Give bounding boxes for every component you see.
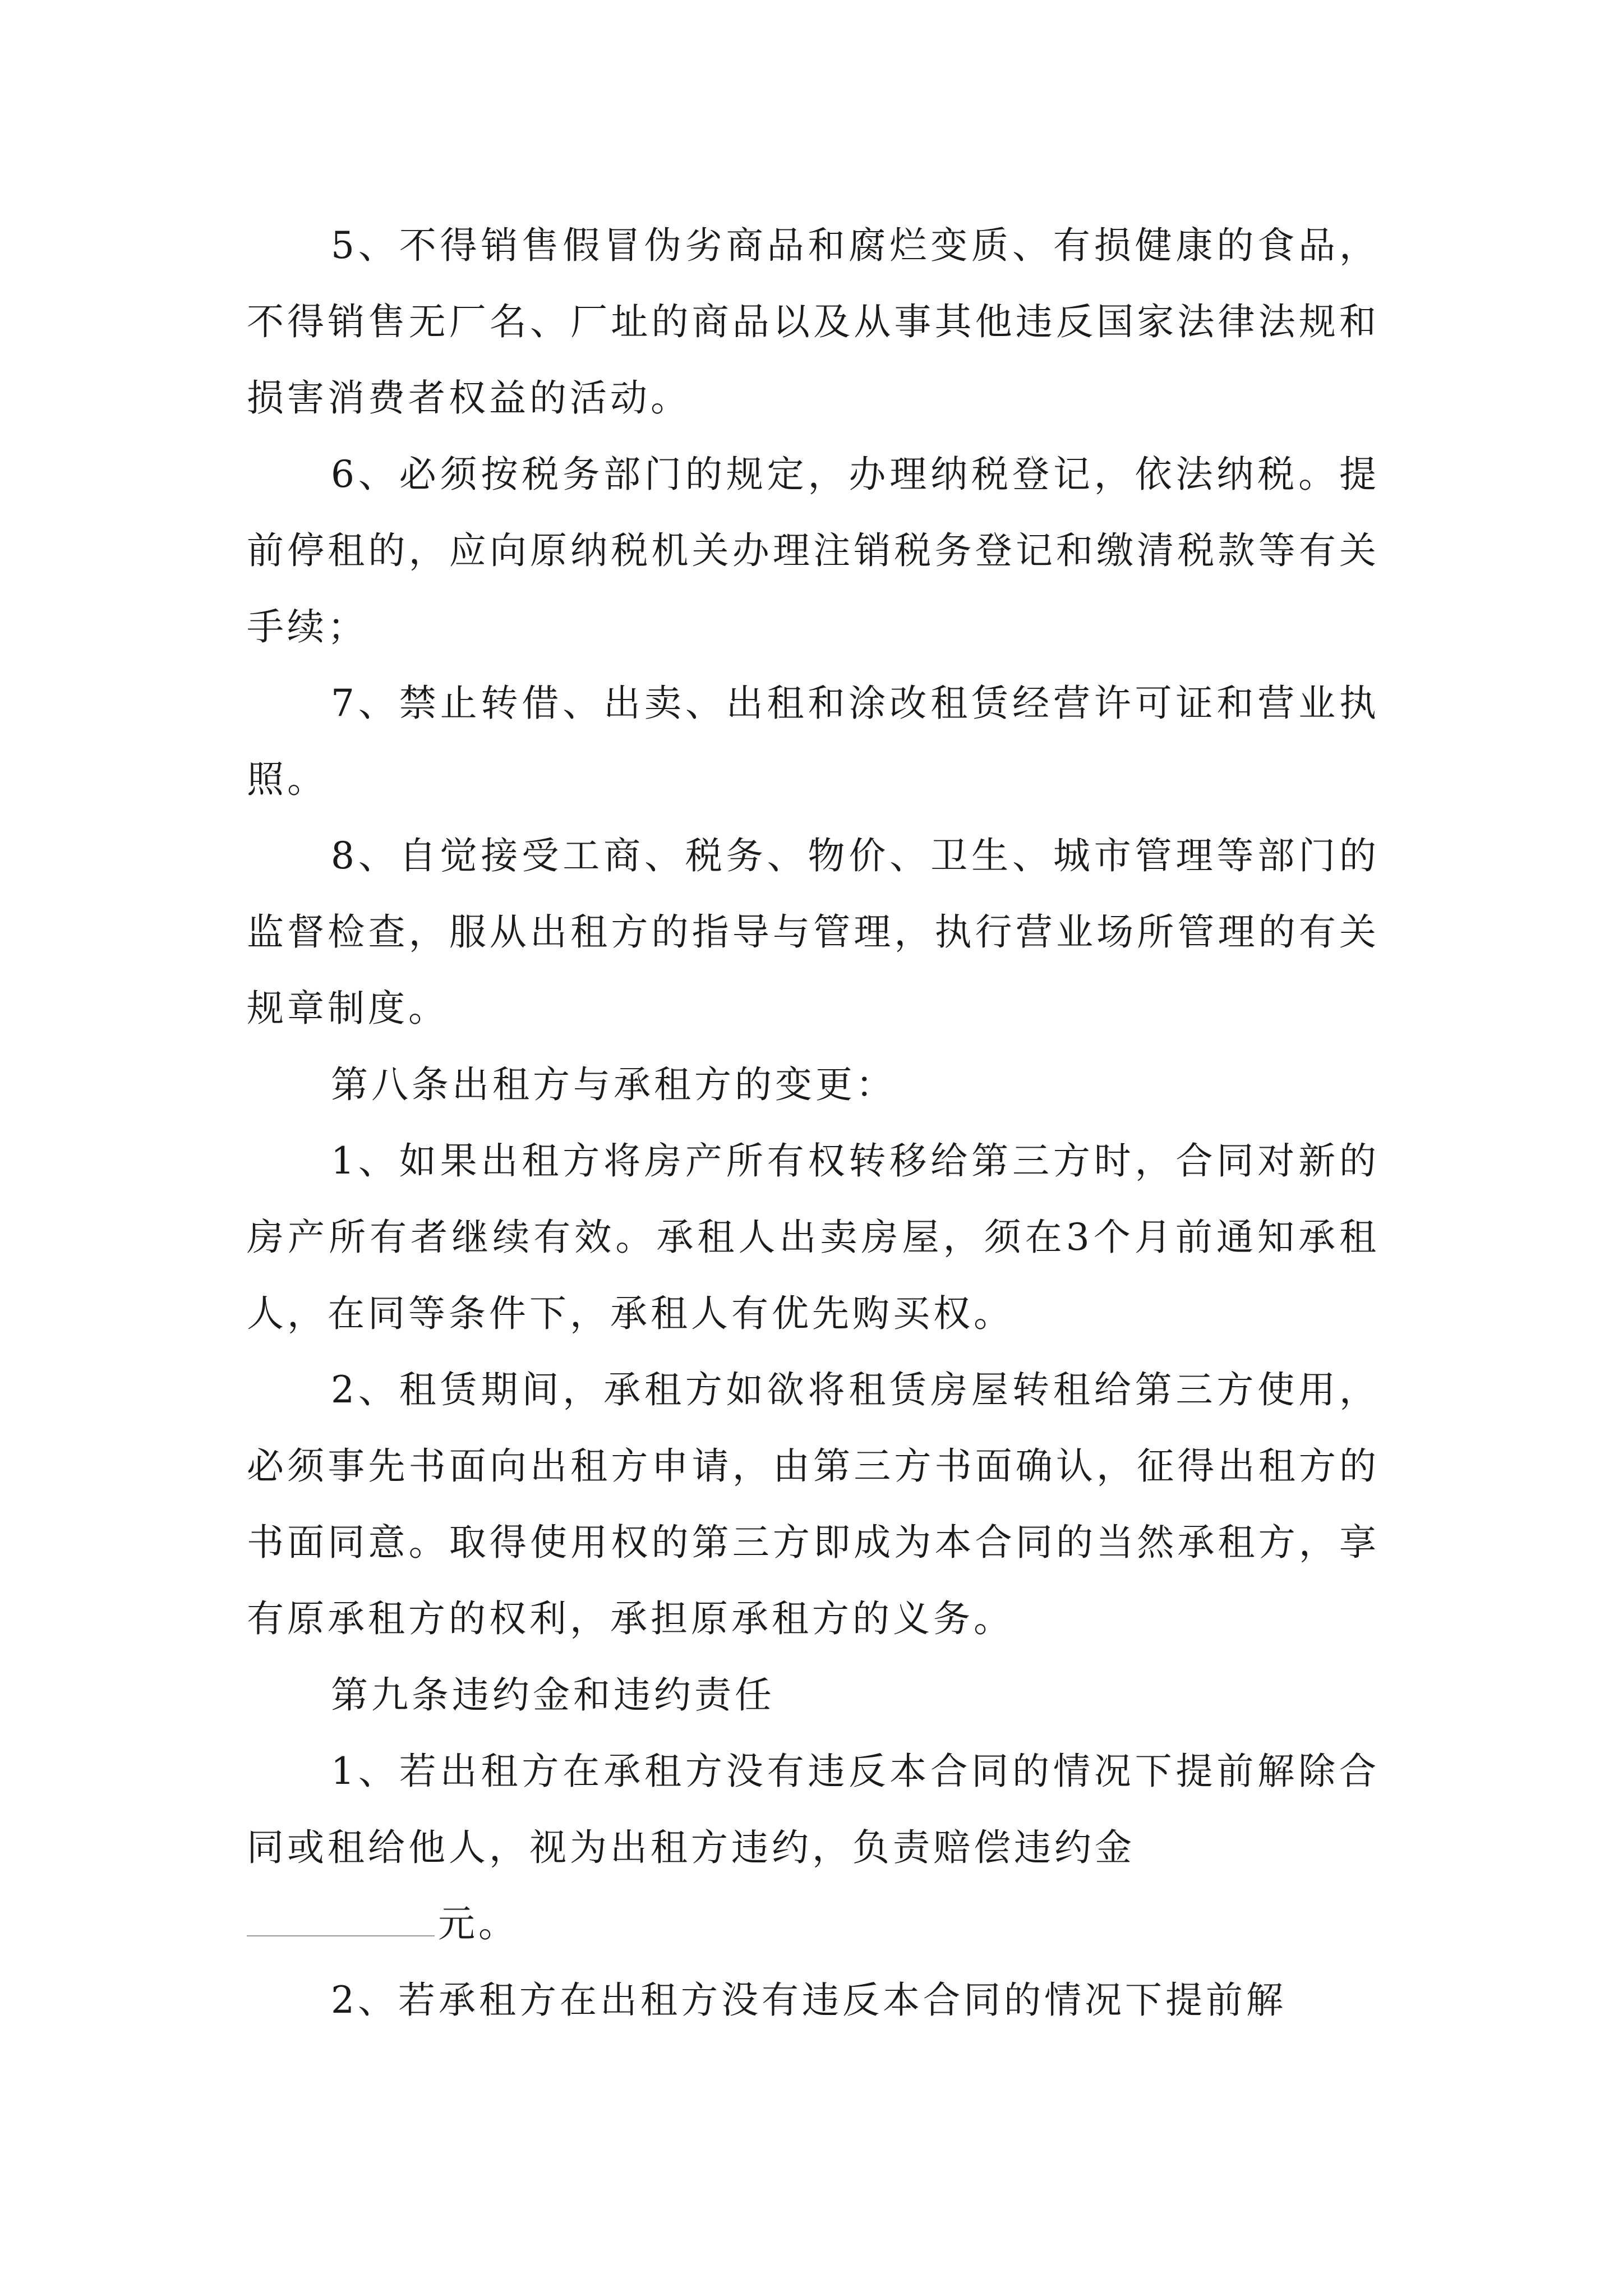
clause-8: 8、自觉接受工商、税务、物价、卫生、城市管理等部门的监督检查，服从出租方的指导与管理，执行营业场所管理的有关规章制度。 [247, 834, 1380, 1030]
clause-6: 6、必须按税务部门的规定，办理纳税登记，依法纳税。提前停租的，应向原纳税机关办理注销税务登记和缴清税款等有关手续； [247, 453, 1380, 648]
article-9-item-2: 2、若承租方在出租方没有违反本合同的情况下提前解 [331, 1978, 1287, 2022]
penalty-amount-blank [247, 1896, 435, 1936]
article-8-item-1: 1、如果出租方将房产所有权转移给第三方时，合同对新的房产所有者继续有效。承租人出卖房屋，须在3个月前通知承租人，在同等条件下，承租人有优先购买权。 [247, 1139, 1380, 1335]
article-8-heading: 第八条出租方与承租方的变更： [331, 1063, 896, 1106]
article-9-heading: 第九条违约金和违约责任 [331, 1673, 775, 1717]
clause-5: 5、不得销售假冒伪劣商品和腐烂变质、有损健康的食品，不得销售无厂名、厂址的商品以及从事其他违反国家法律法规和损害消费者权益的活动。 [247, 224, 1380, 420]
clause-7: 7、禁止转借、出卖、出租和涂改租赁经营许可证和营业执照。 [247, 682, 1380, 801]
penalty-amount-line [247, 1886, 1380, 1962]
article-9-item-1: 1、若出租方在承租方没有违反本合同的情况下提前解除合同或租给他人，视为出租方违约，负责赔偿违约金 [247, 1750, 1380, 1869]
document-body [247, 208, 1380, 2039]
article-8-item-2: 2、租赁期间，承租方如欲将租赁房屋转租给第三方使用，必须事先书面向出租方申请，由第三方书面确认，征得出租方的书面同意。取得使用权的第三方即成为本合同的当然承租方，享有原承租方的权利，承担原承租方的义务。 [247, 1368, 1380, 1640]
penalty-amount-unit: 元。 [438, 1902, 519, 1945]
